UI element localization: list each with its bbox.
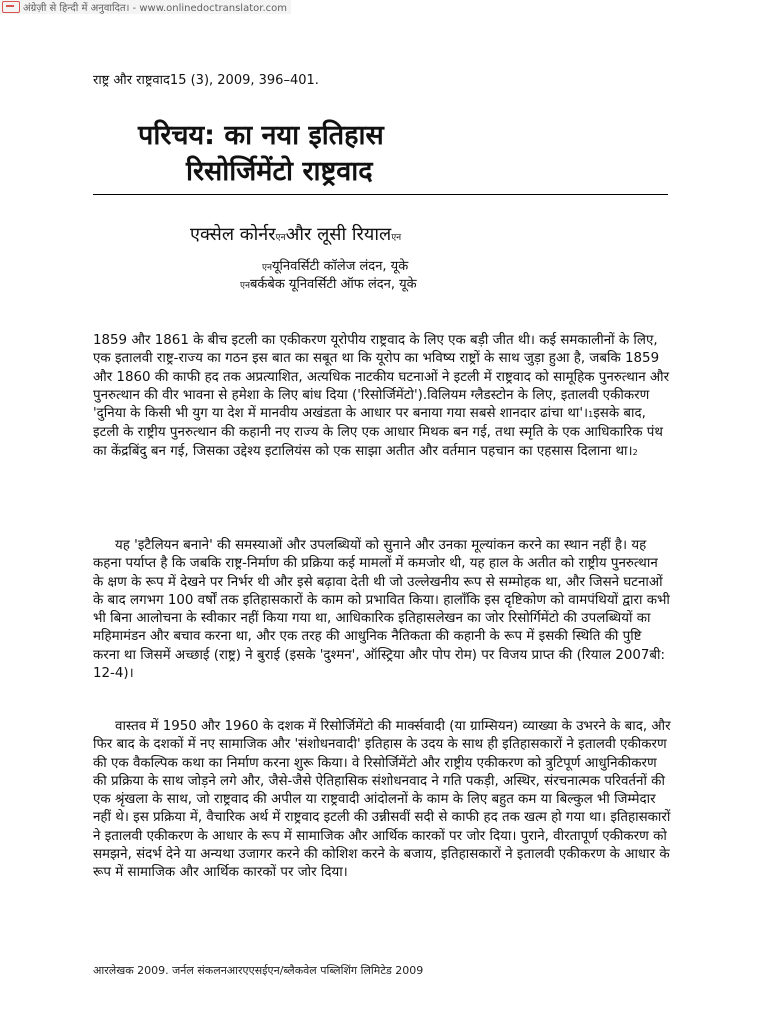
affiliation-2	[240, 274, 417, 292]
affiliation-1-text: यूनिवर्सिटी कॉलेज लंदन, यूके	[271, 259, 409, 274]
title-divider	[93, 194, 668, 195]
author-1-mark: एन	[275, 233, 286, 243]
author-2-mark: एन	[391, 233, 402, 243]
affiliation-2-mark: एन	[240, 281, 250, 291]
journal-citation: राष्ट्र और राष्ट्रवाद15 (3), 2009, 396–401.	[93, 73, 319, 88]
author-conjunction: और	[285, 224, 312, 245]
footnote-marker-1: 1	[588, 410, 594, 420]
translator-banner[interactable]	[0, 0, 291, 14]
paragraph-1-text: 1859 और 1861 के बीच इटली का एकीकरण यूरोपीय राष्ट्रवाद के लिए एक बड़ी जीत थी। कई समकालीनों के लिए, एक इतालवी राष्ट्र-राज्य का गठन इस बात का सबूत था कि यूरोप का भविष्य राष्ट्रों के साथ जुड़ा हुआ है, जबकि 1859 और 1860 की काफी हद तक अप्रत्याशित, अत्यधिक नाटकीय घटनाओं ने इटली में राष्ट्रवाद को सामूहिक पुनरुत्थान और पुनरुत्थान की वीर भावना से हमेशा के लिए बांध दिया ('रिसोर्जिमेंटो').विलियम ग्लैडस्टोन के लिए, इतालवी एकीकरण 'दुनिया के किसी भी युग या देश में मानवीय अखंडता के आधार पर बनाया गया सबसे शानदार ढांचा था'।	[93, 333, 670, 422]
author-1-name: एक्सेल कोर्नर	[190, 224, 276, 245]
paragraph-2: यह 'इटैलियन बनाने' की समस्याओं और उपलब्धियों को सुनाने और उनका मूल्यांकन करने का स्थान नहीं है। यह कहना पर्याप्त है कि जबकि राष्ट्र-निर्माण की प्रक्रिया कई मामलों में कमजोर थी, यह हाल के अतीत को राष्ट्रीय पुनरुत्थान के क्षण के रूप में देखने पर निर्भर थी और इसे बढ़ावा देती थी जो उल्लेखनीय रूप से सम्मोहक था, और जिसने घटनाओं के बाद लगभग 100 वर्षों तक इतिहासकारों के काम को प्रभावित किया। हालाँकि इस दृष्टिकोण को वामपंथियों द्वारा कभी भी बिना आलोचना के स्वीकार नहीं किया गया था, आधिकारिक इतिहासलेखन का जोर रिसोर्गिमेंटो की उपलब्धियों का महिमामंडन और बचाव करना था, और एक तरह की आधुनिक नैतिकता की कहानी के रूप में इसकी स्थिति की पुष्टि करना था जिसमें अच्छाई (राष्ट्र) ने बुराई (इसके 'दुश्मन', ऑस्ट्रिया और पोप रोम) पर विजय प्राप्त की (रियाल 2007बी: 12-4)।	[93, 538, 670, 682]
banner-text[interactable]: अंग्रेज़ी से हिन्दी में अनुवादित। - www.onlinedoctranslator.com	[23, 3, 287, 14]
footnote-marker-2: 2	[632, 447, 638, 457]
paragraph-3: वास्तव में 1950 और 1960 के दशक में रिसोर्जिमेंटो की मार्क्सवादी (या ग्राम्सियन) व्याख्या के उभरने के बाद, और फिर बाद के दशकों में नए सामाजिक और 'संशोधनवादी' इतिहास के उदय के साथ ही इतिहासकारों ने इतालवी एकीकरण की एक वैकल्पिक कथा का निर्माण करना शुरू किया। वे रिसोर्जिमेंटो और राष्ट्रीय एकीकरण को त्रुटिपूर्ण आधुनिकीकरण की प्रक्रिया के साथ जोड़ने लगे और, जैसे-जैसे ऐतिहासिक संशोधनवाद ने गति पकड़ी, अस्थिर, संरचनात्मक परिवर्तनों की एक श्रृंखला के साथ, जो राष्ट्रवाद की अपील या राष्ट्रवादी आंदोलनों के काम के लिए बहुत कम या बिल्कुल भी जिम्मेदार नहीं थे। इस प्रक्रिया में, वैचारिक अर्थ में राष्ट्रवाद इटली की उन्नीसवीं सदी से काफी हद तक खत्म हो गया था। इतिहासकारों ने इतालवी एकीकरण के आधार के रूप में सामाजिक और आर्थिक कारकों पर जोर दिया। पुराने, वीरतापूर्ण एकीकरण को समझने, संदर्भ देने या अन्यथा उजागर करने की कोशिश करने के बजाय, इतिहासकारों ने इतालवी एकीकरण के आधार के रूप में सामाजिक और आर्थिक कारकों पर जोर दिया।	[93, 719, 671, 881]
author-line	[190, 222, 401, 246]
title-line-2: रिसोर्जिमेंटो राष्ट्रवाद	[186, 156, 373, 187]
translate-icon	[2, 1, 20, 13]
affiliation-1-mark: एन	[262, 263, 272, 273]
paragraph-1	[93, 332, 671, 462]
title-line-1: परिचय: का नया इतिहास	[138, 120, 384, 151]
paragraph-1-continuation: इसके बाद, इटली के राष्ट्रीय पुनरुत्थान की कहानी नए राज्य के लिए एक आधार मिथक बन गई, तथा स्मृति के एक आधिकारिक पंथ का केंद्रबिंदु बन गई, जिसका उद्देश्य इटालियंस को एक साझा अतीत और वर्तमान पहचान का एहसास दिलाना था।	[93, 406, 663, 459]
article-title	[138, 118, 384, 190]
affiliation-1	[262, 256, 408, 274]
author-2-name: लूसी रियाल	[317, 224, 392, 245]
copyright-footer: आरलेखक 2009. जर्नल संकलनआरएएसईएन/ब्लैकवेल पब्लिशिंग लिमिटेड 2009	[93, 964, 424, 977]
affiliation-2-text: बर्कबेक यूनिवर्सिटी ऑफ लंदन, यूके	[249, 277, 417, 292]
